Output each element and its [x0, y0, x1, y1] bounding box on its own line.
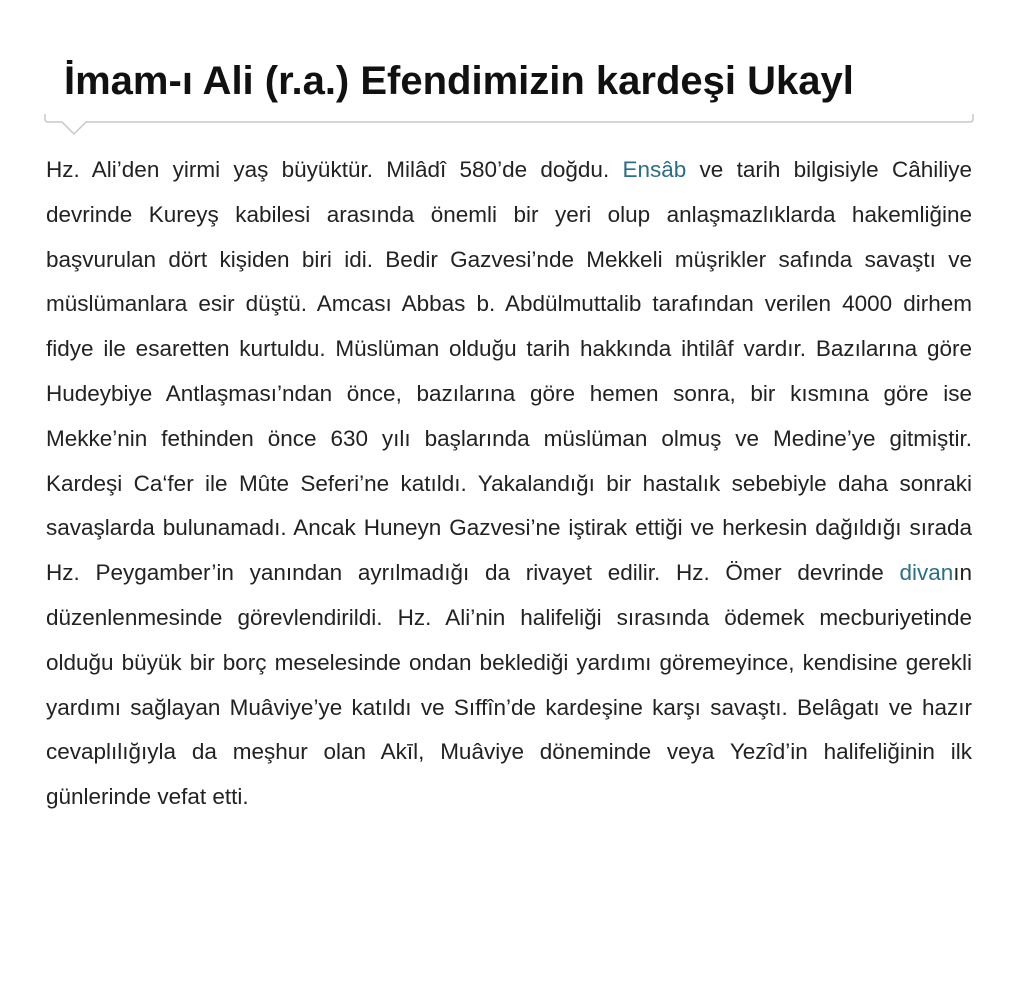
- ensab-link[interactable]: Ensâb: [622, 157, 687, 182]
- article-text-start: Hz. Ali’den yirmi yaş büyüktür. Milâdî 580’de doğdu.: [46, 157, 623, 182]
- article-paragraph: [46, 148, 972, 820]
- title-section: [44, 56, 974, 134]
- title-underline-pointer: [44, 114, 974, 134]
- article-text-end: ın düzenlenmesinde görevlendirildi. Hz. Ali’nin halifeliği sırasında ödemek mecburiyetinde olduğu büyük bir borç meselesinde ondan beklediği yardımı göremeyince, kendisine gerekli yardımı sağlayan Muâviye’ye katıldı ve Sıffîn’de kardeşine karşı savaştı. Belâgatı ve hazır cevaplılığıyla da meşhur olan Akīl, Muâviye döneminde veya Yezîd’in halifeliğinin ilk günlerinde vefat etti.: [46, 560, 972, 810]
- divan-link[interactable]: divan: [899, 560, 954, 586]
- article-text-middle: ve tarih bilgisiyle Câhiliye devrinde Kureyş kabilesi arasında önemli bir yeri olup anlaşmazlıklarda hakemliğine başvurulan dört kişiden biri idi. Bedir Gazvesi’nde Mekkeli müşrikler safında savaştı ve müslümanlara esir düştü. Amcası Abbas b. Abdülmuttalib tarafından verilen 4000 dirhem fidye ile esaretten kurtuldu. Müslüman olduğu tarih hakkında ihtilâf vardır. Bazılarına göre Hudeybiye Antlaşması’ndan önce, bazılarına göre hemen sonra, bir kısmına göre ise Mekke’nin fethinden önce 630 yılı başlarında müslüman olmuş ve Medine’ye gitmiştir. Kardeşi Ca‘fer ile Mûte Seferi’ne katıldı. Yakalandığı bir hastalık sebebiyle daha sonraki savaşlarda bulunamadı. Ancak Huneyn Gazvesi’ne iştirak ettiği ve herkesin dağıldığı sırada Hz. Peygamber’in yanından ayrılmadığı da rivayet edilir. Hz. Ömer devrinde: [46, 157, 972, 586]
- page-title: İmam-ı Ali (r.a.) Efendimizin kardeşi Ukayl: [64, 59, 854, 103]
